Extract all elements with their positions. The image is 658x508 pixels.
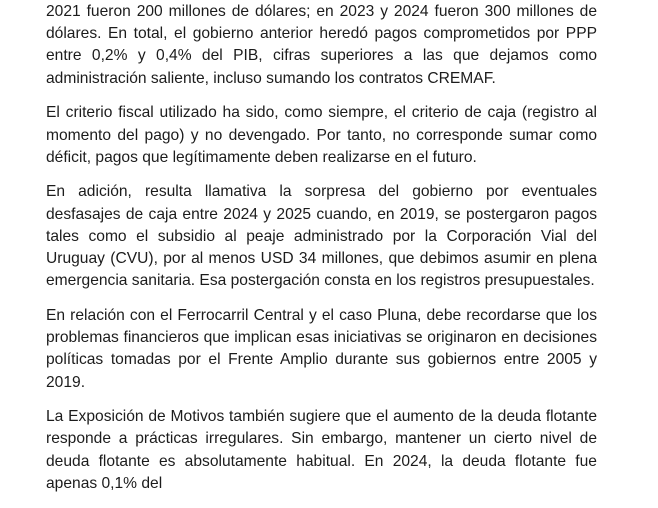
document-body — [46, 1, 597, 508]
paragraph-ppp-payments: 2021 fueron 200 millones de dólares; en 2023 y 2024 fueron 300 millones de dólares. En total, el gobierno anterior heredó pagos comprometidos por PPP entre 0,2% y 0,4% del PIB, cifras superiores a las que dejamos como administración saliente, incluso sumando los contratos CREMAF. — [46, 3, 597, 87]
paragraph-floating-debt: La Exposición de Motivos también sugiere que el aumento de la deuda flotante responde a prácticas irregulares. Sin embargo, mantener un cierto nivel de deuda flotante es absolutamente habitual. En 2024, la deuda flotante fue apenas 0,1% del — [46, 408, 597, 492]
paragraph-cash-mismatch: En adición, resulta llamativa la sorpresa del gobierno por eventuales desfasajes de caja entre 2024 y 2025 cuando, en 2019, se postergaron pagos tales como el subsidio al peaje administrado por la Corporación Vial del Uruguay (CVU), por al menos USD 34 millones, que debimos asumir en plena emergencia sanitaria. Esa postergación consta en los registros presupuestales. — [46, 183, 597, 290]
paragraph-ferrocarril-pluna: En relación con el Ferrocarril Central y el caso Pluna, debe recordarse que los problemas financieros que implican esas iniciativas se originaron en decisiones políticas tomadas por el Frente Amplio durante sus gobiernos entre 2005 y 2019. — [46, 306, 597, 391]
paragraph-fiscal-criterion: El criterio fiscal utilizado ha sido, como siempre, el criterio de caja (registro al momento del pago) y no devengado. Por tanto, no corresponde sumar como déficit, pagos que legítimamente deben realizarse en el futuro. — [46, 104, 597, 166]
